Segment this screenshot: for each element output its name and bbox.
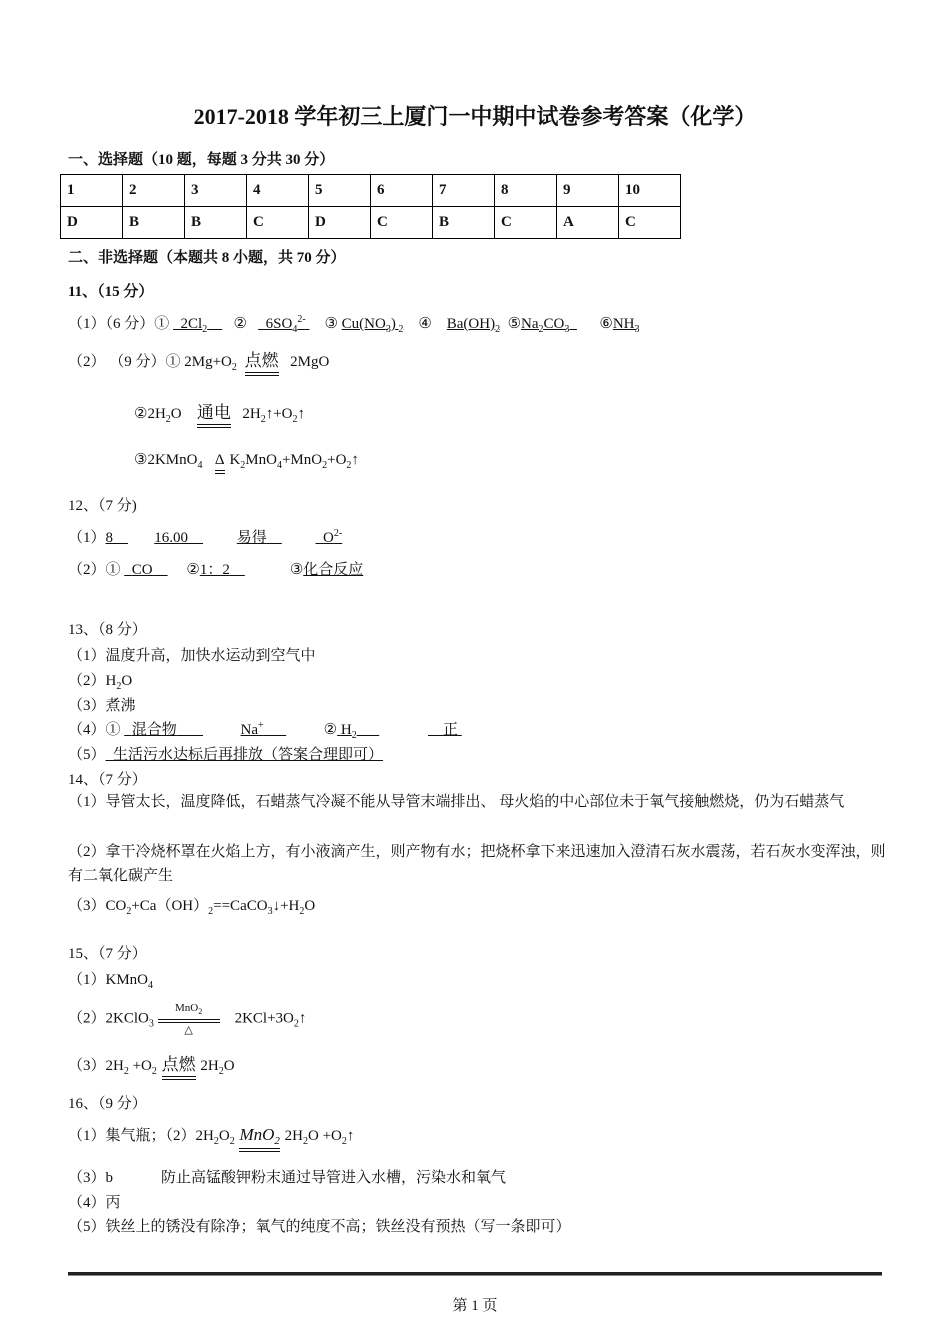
answer-cell: C (619, 207, 681, 239)
answer-cuno3: $Cu(NO_3)$ $_2$ (341, 316, 404, 335)
answer-table (60, 174, 681, 239)
q14-line2: （2）拿干冷烧杯罩在火焰上方，有小液滴产生，则产物有水；把烧杯拿下来迅速加入澄清石灰水震荡，若石灰水变浑浊，则有二氧化碳产生 (68, 844, 886, 884)
answer-2cl2: $2Cl_2$ (180, 316, 208, 335)
answer-nh3: $NH_3$ (612, 316, 640, 335)
page-title: 2017-2018 学年初三上厦门一中期中试卷参考答案（化学） (193, 104, 757, 129)
q13-line4: （4）① 混合物 Na+ ② $H_2$ 正 (68, 720, 458, 741)
q15-line3: $(3)2H_2 +O_2$ 点燃 $2H_2O$ (68, 1050, 235, 1080)
question-number: 8 (495, 175, 557, 207)
table-row (61, 175, 681, 207)
q14-line1: （1）导管太长，温度降低，石蜡蒸气冷凝不能从导管末端排出、 母火焰的中心部位未于氧气接触燃烧，仍为石蜡蒸气 (68, 794, 845, 810)
section2-heading: 二、非选择题（本题共 8 小题，共 70 分） (68, 250, 346, 266)
answer-cell: B (123, 207, 185, 239)
q11-eq2: $②2H_2O$ 通电 $2H_2↑+O_2↑$ (134, 398, 305, 428)
footer-divider (68, 1272, 882, 1276)
answer-cell: D (309, 207, 371, 239)
q14-line3: $(3)CO_2+Ca(OH)_2==CaCO_3↓+H_2O$ (68, 898, 316, 917)
q15-line2: （2）2KClO$_3$ MnO$_2$ △ $2KCl+3O_2↑$ (68, 1002, 307, 1037)
question-number: 1 (61, 175, 123, 207)
question-number: 4 (247, 175, 309, 207)
q15-heading: 15、（7 分） (68, 946, 147, 962)
answer-cell: C (247, 207, 309, 239)
section1-heading: 一、选择题（10 题，每题 3 分共 30 分） (68, 152, 335, 168)
q16-line1: （1）集气瓶；$(2)2H_2O_2$ MnO$_2$ $2H_2O$ $+O_2↑$ (68, 1124, 354, 1152)
heat-condition: Δ (214, 452, 226, 474)
answer-cell: A (557, 207, 619, 239)
q16-line4: （4）丙 (68, 1195, 121, 1211)
question-number: 6 (371, 175, 433, 207)
q13-line3: （3）煮沸 (68, 698, 136, 714)
ignite-condition: 点燃 (161, 1050, 197, 1080)
q11-part1-prefix: （1）（6 分）① (68, 316, 170, 332)
q16-heading: 16、（9 分） (68, 1096, 147, 1112)
answer-cell: C (371, 207, 433, 239)
q14-heading: 14、（7 分） (68, 772, 147, 788)
q11-part1: （1）（6 分）① $2Cl_2$ ② $6SO_4^{2-}$ ③ $Cu(NO_3)$ $_2$ ④ $Ba(OH)_2$ $⑤Na_2CO_3$ $⑥NH_3$ (68, 314, 640, 335)
q13-heading: 13、（8 分） (68, 622, 147, 638)
answer-baoh2: $Ba(OH)_2$ (446, 316, 501, 335)
q13-line5: （5） 生活污水达标后再排放（答案合理即可） (68, 747, 384, 763)
answer-cell: D (61, 207, 123, 239)
q11-heading: 11、（15 分） (68, 284, 154, 300)
question-number: 5 (309, 175, 371, 207)
question-number: 10 (619, 175, 681, 207)
q11-eq3: ③2KMnO$_4$ Δ $K_2MnO_4+MnO_2+O_2↑$ (134, 450, 359, 474)
q15-line1: （1）KMnO$_4$ (68, 972, 154, 991)
answer-cell: B (185, 207, 247, 239)
question-number: 9 (557, 175, 619, 207)
q13-line2: $(2)H_2O$ (68, 673, 133, 692)
answer-6so4: $6SO_4^{2-}$ (265, 314, 306, 335)
table-row (61, 207, 681, 239)
q12-heading: 12、（7 分) (68, 498, 137, 514)
question-number: 3 (185, 175, 247, 207)
catalyst-heat-condition: MnO$_2$ △ (158, 1002, 220, 1036)
q12-part2: （2）① CO ②1：2 ③化合反应 (68, 562, 364, 578)
question-number: 2 (123, 175, 185, 207)
catalyst-condition: MnO$_2$ (238, 1125, 280, 1152)
electrolysis-condition: 通电 (193, 398, 235, 428)
question-number: 7 (433, 175, 495, 207)
q11-eq1: （2） （9 分）① $2Mg+O_2$ 点燃 2MgO (68, 346, 329, 376)
answer-cell: C (495, 207, 557, 239)
q12-part1: （1）8 16.00 易得 $O^{2-}$ (68, 528, 343, 546)
q16-line5: （5）铁丝上的锈没有除净；氧气的纯度不高；铁丝没有预热（写一条即可） (68, 1219, 571, 1235)
q13-line1: （1）温度升高，加快水运动到空气中 (68, 648, 316, 664)
page-number: 第 1 页 (452, 1298, 498, 1314)
answer-na2co3: $Na_2CO_3$ (521, 316, 570, 335)
ignite-condition: 点燃 (241, 346, 283, 376)
answer-cell: B (433, 207, 495, 239)
q16-line3: （3）b 防止高锰酸钾粉末通过导管进入水槽，污染水和氧气 (68, 1170, 507, 1186)
